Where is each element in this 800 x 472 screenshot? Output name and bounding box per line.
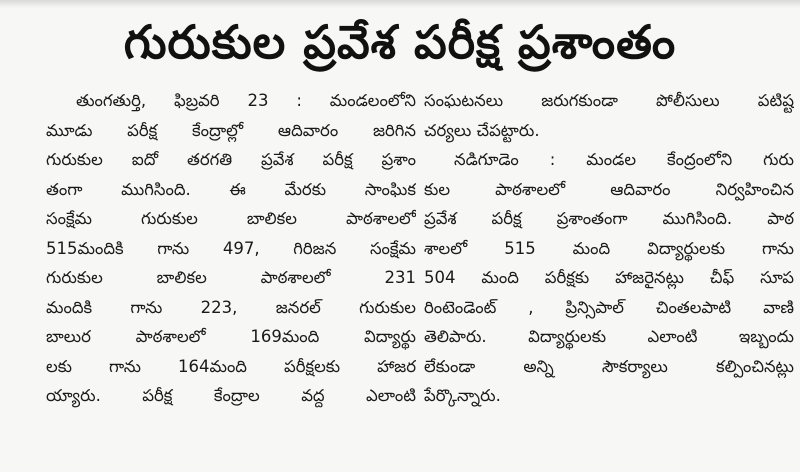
text-line: 504 మంది పరీక్షకు హాజరైనట్లు చీఫ్ సూప bbox=[424, 268, 794, 287]
text-line: య్యారు. పరీక్ష కేంద్రాల వద్ద ఎలాంటి bbox=[46, 386, 416, 405]
page-edge-shadow bbox=[0, 0, 800, 8]
text-line: నడిగూడెం : మండల కేంద్రంలోని గురు bbox=[454, 150, 794, 169]
text-line: తంగా ముగిసింది. ఈ మేరకు సాంఘిక bbox=[46, 179, 416, 199]
text-line: తుంగతుర్తి, ఫిబ్రవరి 23 : మండలంలోని bbox=[76, 91, 416, 110]
text-line: బాలుర పాఠశాలలో 169మంది విద్యార్థు bbox=[46, 327, 416, 346]
text-line: గురుకుల బాలికల పాఠశాలలో 231 bbox=[46, 268, 416, 287]
text-line: లేకుండా అన్ని సౌకర్యాలు కల్పించినట్లు bbox=[424, 356, 794, 376]
text-line: ప్రవేశ పరీక్ష ప్రశాంతంగా ముగిసింది. పాఠ bbox=[424, 209, 794, 228]
text-line: మూడు పరీక్ష కేంద్రాల్లో ఆదివారం జరిగిన bbox=[46, 120, 416, 140]
text-line: 515మందికి గాను 497, గిరిజన సంక్షేమ bbox=[46, 238, 416, 258]
article-column-right bbox=[424, 86, 794, 411]
text-line: తెలిపారు. విద్యార్థులకు ఎలాంటి ఇబ్బందు bbox=[424, 327, 794, 346]
column-gutter bbox=[410, 90, 411, 450]
text-line: సంఘటనలు జరుగకుండా పోలీసులు పటిష్ట bbox=[424, 91, 794, 110]
text-line: లకు గాను 164మంది పరీక్షలకు హాజర bbox=[46, 356, 416, 376]
article-column-left bbox=[46, 86, 416, 411]
text-line: కుల పాఠశాలలో ఆదివారం నిర్వహించిన bbox=[424, 179, 794, 199]
text-line: శాలలో 515 మంది విద్యార్థులకు గాను bbox=[424, 238, 794, 258]
text-line: మందికి గాను 223, జనరల్ గురుకుల bbox=[46, 297, 416, 317]
text-line: గురుకుల ఐదో తరగతి ప్రవేశ పరీక్ష ప్రశాం bbox=[46, 150, 416, 169]
text-line: చర్యలు చేపట్టారు. bbox=[424, 120, 540, 140]
headline: గురుకుల ప్రవేశ పరీక్ష ప్రశాంతం bbox=[123, 15, 677, 69]
text-line: పేర్కొన్నారు. bbox=[424, 386, 501, 405]
text-line: రింటెండెంట్ , ప్రిన్సిపాల్ చింతలపాటి వాణి bbox=[424, 297, 794, 317]
text-line: సంక్షేమ గురుకుల బాలికల పాఠశాలలో bbox=[46, 209, 416, 228]
